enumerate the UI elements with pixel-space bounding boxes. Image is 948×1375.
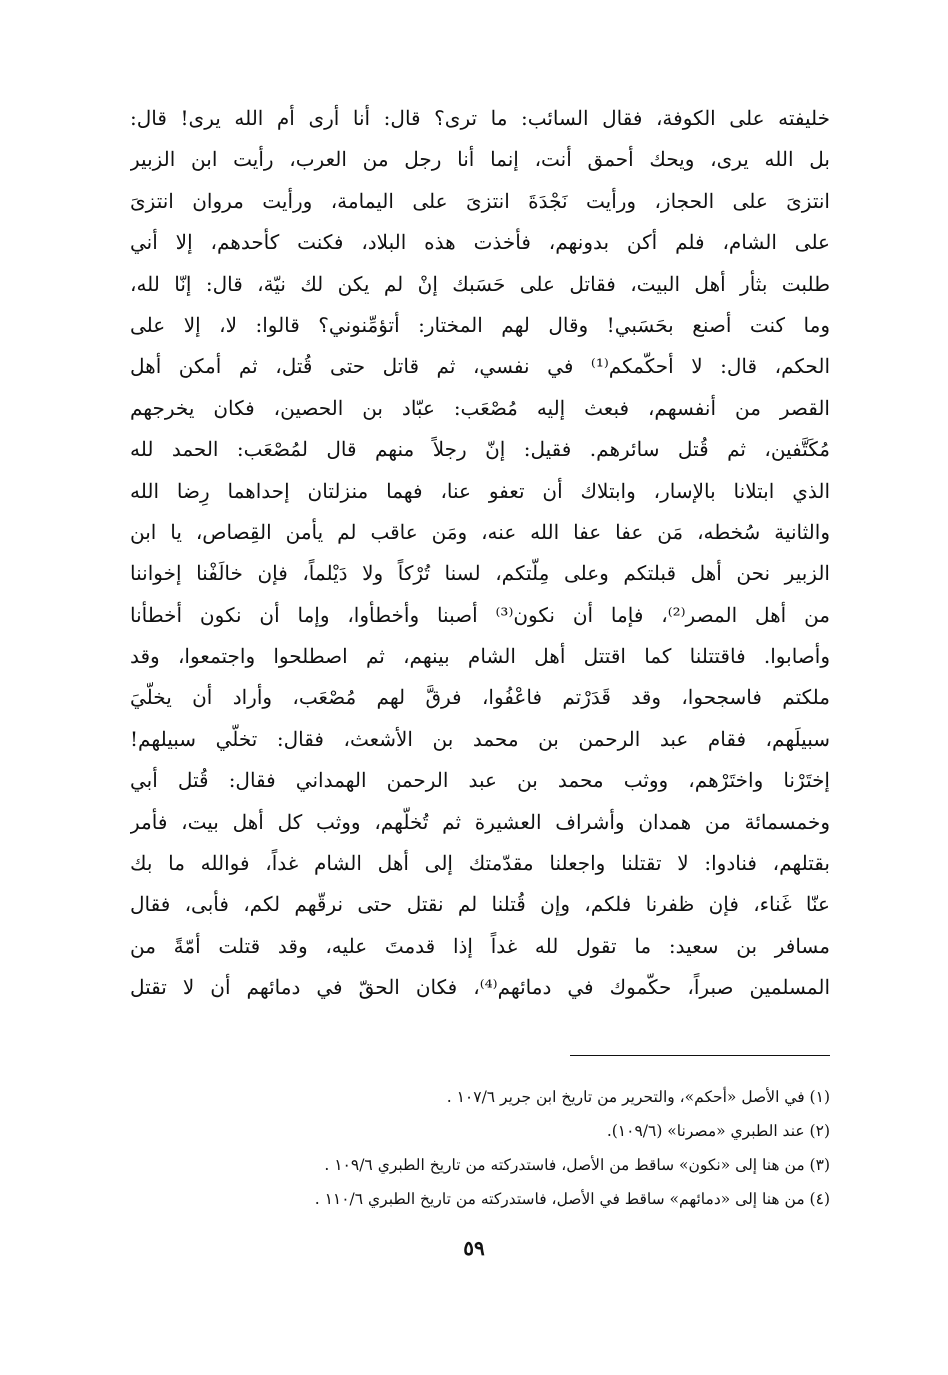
footnote: (٣) من هنا إلى «نكون» ساقط من الأصل، فاستدركته من تاريخ الطبري ١٠٩/٦ . [324,1156,830,1174]
footnote: (٢) عند الطبري «مصرنا» (١٠٩/٦). [606,1122,830,1140]
text-line: بل الله يرى، ويحك أحمق أنت، إنما أنا رجل من العرب، رأيت ابن الزبير [130,147,830,172]
text-line: ملكتم فاسجحوا، وقد قَدَرْتم فاعْفُوا، فرقَّ لهم مُصْعَب، وأراد أن يخلّيَ [130,685,830,710]
text-line: وأصابوا. فاقتتلنا كما اقتتل أهل الشام بينهم، ثم اصطلحوا واجتمعوا، وقد [130,644,830,669]
footnote-separator [570,1055,830,1056]
text-line: والثانية سُخطه، مَن عفا عفا الله عنه، ومَن عاقب لم يأمن القِصاص، يا ابن [130,519,830,544]
footnote: (١) في الأصل «أحكم»، والتحرير من تاريخ ابن جرير ١٠٧/٦ . [446,1088,830,1106]
text-line: طلبت بثأر أهل البيت، فقاتل على حَسَبك إنْ لم يكن لك نيّة، قال: إنّا لله، [130,271,830,296]
text-line: مُكَتَّفين، ثم قُتل سائرهم. فقيل: إنّ رجلاً منهم قال لمُصْعَب: الحمد لله [130,437,830,462]
text-line: بقتلهم، فنادوا: لا تقتلنا واجعلنا مقدّمتك إلى أهل الشام غداً، فوالله ما بك [130,851,830,876]
page-number: ٥٩ [463,1236,485,1260]
footnote: (٤) من هنا إلى «دمائهم» ساقط في الأصل، فاستدركته من تاريخ الطبري ١١٠/٦ . [314,1190,830,1208]
text-line: وما كنت أصنع بحَسَبي! وقال لهم المختار: أتؤمِّنوني؟ قالوا: لا، إلا على [130,312,830,337]
text-line: إختَرْنا واختَرْهم، ووثب محمد بن عبد الرحمن الهمداني فقال: قُتل أبي [130,768,830,793]
text-line: سبيلَهم، فقام عبد الرحمن بن محمد بن الأشعث، فقال: تخلّي سبيلهم! [130,726,830,751]
text-line: عنّا غَناء، فإن ظفرنا فلكم، وإن قُتلنا لم نقتل حتى نرقّهم لكم، فأبى، فقال [130,892,830,917]
text-line: الذي ابتلانا بالإسار، وابتلاك أن تعفو عنا، فهما منزلتان إحداهما رِضا الله [130,478,830,503]
text-line: الزبير نحن أهل قبلتكم وعلى مِلّتكم، لسنا تُرْكاً ولا دَيْلماً، فإن خالَفْنا إخواننا [130,561,830,586]
text-line: مسافر بن سعيد: ما تقول لله غداً إذا قدمتَ عليه، وقد قتلت أمّةً من [130,933,830,958]
text-line: الحكم، قال: لا أحكّمكم⁽¹⁾ في نفسي، ثم قاتل حتى قُتل، ثم أمكن أهل [130,354,830,379]
text-line: من أهل المصر⁽²⁾، فإما أن نكون⁽³⁾ أصبنا وأخطأوا، وإما أن نكون أخطأنا [130,602,830,627]
footnotes [200,1080,830,1216]
text-line: وخمسمائة من همدان وأشراف العشيرة ثم تُخلّهم، ووثب كل أهل بيت، فأمر [130,809,830,834]
main-text-block [130,98,830,1009]
text-line: القصر من أنفسهم، فبعث إليه مُصْعَب: عبّاد بن الحصين، فكان يخرجهم [130,395,830,420]
text-line: على الشام، فلم أكن بدونهم، فأخذت هذه البلاد، فكنت كأحدهم، إلا أني [130,230,830,255]
text-line: انتزىَ على الحجاز، ورأيت نَجْدَةَ انتزىَ على اليمامة، ورأيت مروان انتزىَ [130,188,830,213]
text-line: خليفته على الكوفة، فقال السائب: ما ترى؟ قال: أنا أرى أم الله يرى! قال: [130,106,830,130]
text-line: المسلمين صبراً، حكّموك في دمائهم⁽⁴⁾، فكان الحقّ في دمائهم أن لا تقتل [130,975,830,1000]
